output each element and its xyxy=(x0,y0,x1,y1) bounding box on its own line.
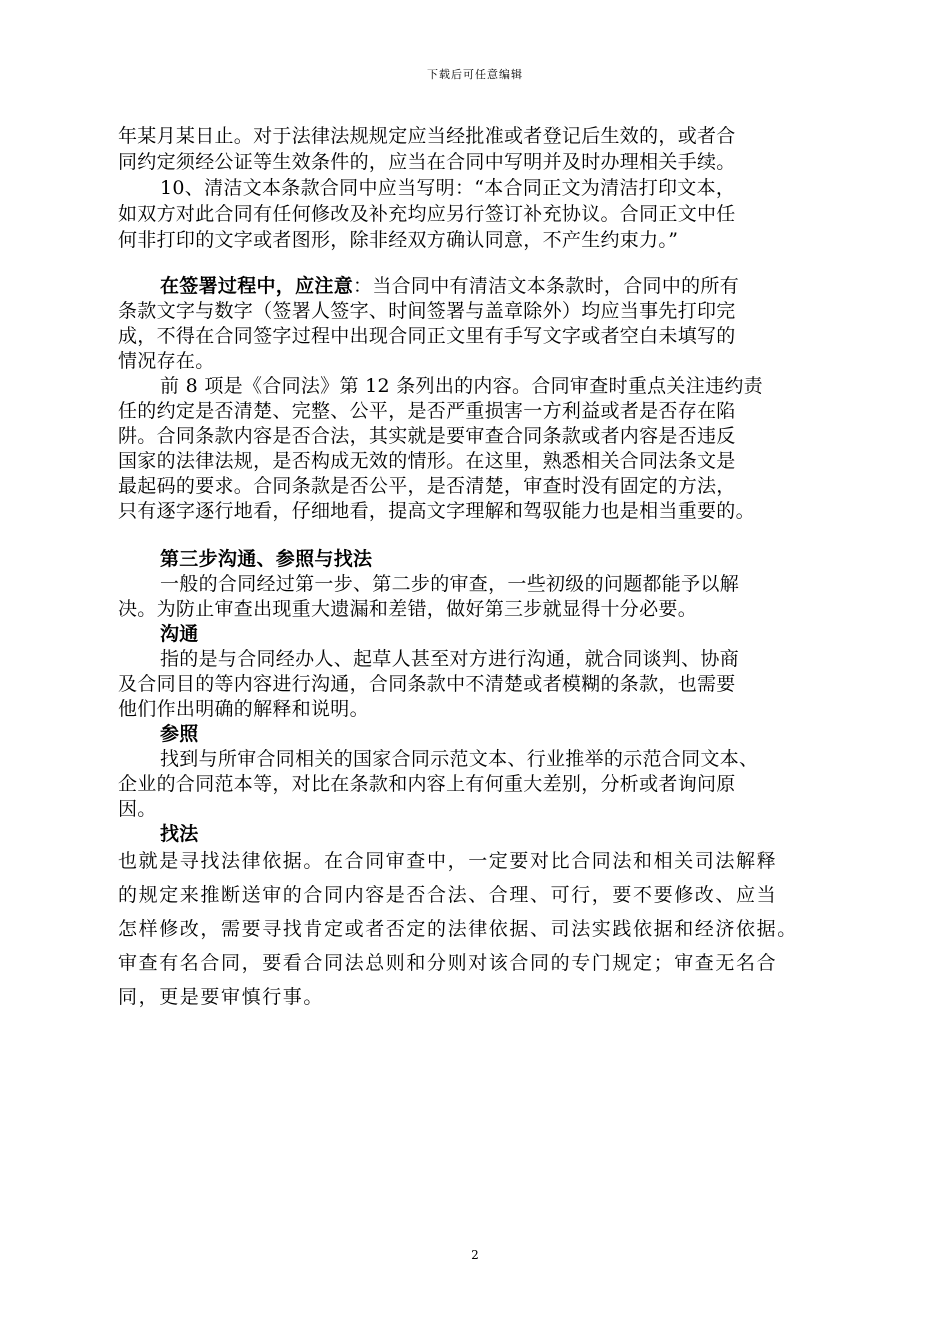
text-line: 同，更是要审慎行事。 xyxy=(118,986,325,1008)
text-line: 同约定须经公证等生效条件的，应当在合同中写明并及时办理相关手续。 xyxy=(118,151,736,173)
text-line: 及合同目的等内容进行沟通，合同条款中不清楚或者模糊的条款，也需要 xyxy=(118,673,736,695)
text-line: 如双方对此合同有任何修改及补充均应另行签订补充协议。合同正文中任 xyxy=(118,203,736,225)
text-line: 国家的法律法规，是否构成无效的情形。在这里，熟悉相关合同法条文是 xyxy=(118,450,736,472)
page-number: 2 xyxy=(471,1248,479,1262)
subsection-heading: 参照 xyxy=(160,723,199,745)
text-line: 找到与所审合同相关的国家合同示范文本、行业推举的示范合同文本、 xyxy=(160,748,759,770)
page-header: 下载后可任意编辑 xyxy=(427,68,523,81)
text-line: 决。为防止审查出现重大遗漏和差错，做好第三步就显得十分必要。 xyxy=(118,598,698,620)
text-line: 的规定来推断送审的合同内容是否合法、合理、可行，要不要修改、应当 xyxy=(118,884,778,906)
text-line: 他们作出明确的解释和说明。 xyxy=(118,698,369,720)
text-line: 指的是与合同经办人、起草人甚至对方进行沟通，就合同谈判、协商 xyxy=(160,648,740,670)
text-line: 一般的合同经过第一步、第二步的审查，一些初级的问题都能予以解 xyxy=(160,573,740,595)
text-line: 情况存在。 xyxy=(118,350,215,372)
text-line: 最起码的要求。合同条款是否公平，是否清楚，审查时没有固定的方法， xyxy=(118,475,736,497)
text-line: 前 8 项是《合同法》第 12 条列出的内容。合同审查时重点关注违约责 xyxy=(160,375,763,397)
text-line: 企业的合同范本等，对比在条款和内容上有何重大差别，分析或者询问原 xyxy=(118,773,736,795)
section-heading: 第三步沟通、参照与找法 xyxy=(160,548,373,570)
text-line: 因。 xyxy=(118,798,157,820)
text-line: 任的约定是否清楚、完整、公平，是否严重损害一方利益或者是否存在陷 xyxy=(118,400,736,422)
text-line: 审查有名合同，要看合同法总则和分则对该合同的专门规定；审查无名合 xyxy=(118,952,778,974)
text-line: 10、清洁文本条款合同中应当写明：“本合同正文为清洁打印文本， xyxy=(160,177,736,199)
text-line: 只有逐字逐行地看，仔细地看，提高文字理解和驾驭能力也是相当重要的。 xyxy=(118,500,755,522)
emphasis-heading: 在签署过程中，应注意 xyxy=(160,275,354,297)
text-line: 年某月某日止。对于法律法规规定应当经批准或者登记后生效的，或者合 xyxy=(118,125,736,147)
text-span: ：当合同中有清洁文本条款时，合同中的所有 xyxy=(353,275,740,297)
text-line: 阱。合同条款内容是否合法，其实就是要审查合同条款或者内容是否违反 xyxy=(118,425,736,447)
text-line: 条款文字与数字（签署人签字、时间签署与盖章除外）均应当事先打印完 xyxy=(118,300,736,322)
text-line: 也就是寻找法律依据。在合同审查中，一定要对比合同法和相关司法解释 xyxy=(118,850,778,872)
text-line: 成，不得在合同签字过程中出现合同正文里有手写文字或者空白未填写的 xyxy=(118,325,736,347)
subsection-heading: 找法 xyxy=(160,823,199,845)
text-line xyxy=(160,274,739,298)
subsection-heading: 沟通 xyxy=(160,623,199,645)
text-line: 何非打印的文字或者图形，除非经双方确认同意，不产生约束力。” xyxy=(118,229,679,251)
text-line: 怎样修改，需要寻找肯定或者否定的法律依据、司法实践依据和经济依据。 xyxy=(118,918,798,940)
